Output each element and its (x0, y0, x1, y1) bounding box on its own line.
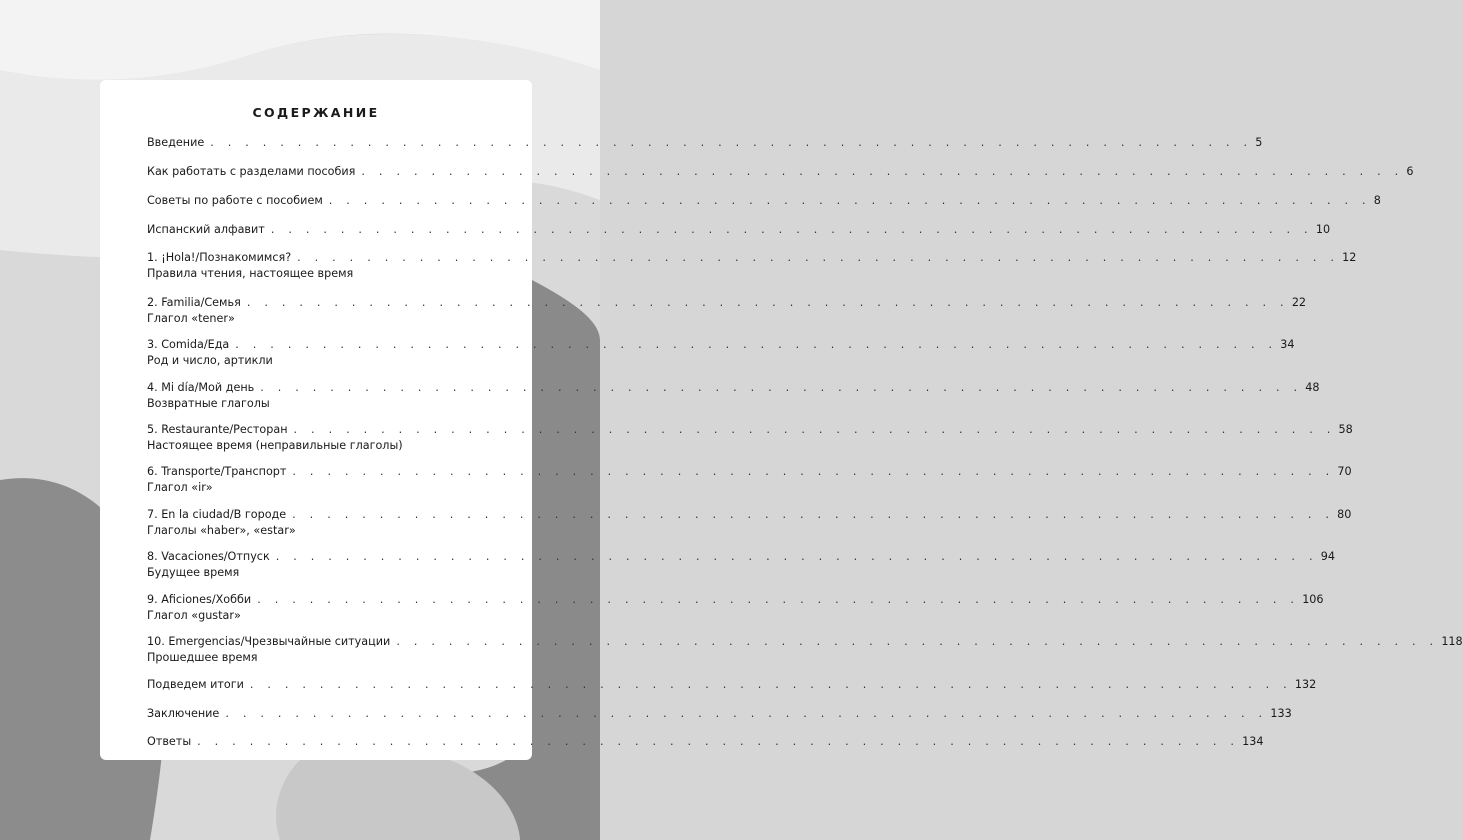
toc-page-number: 22 (1291, 296, 1307, 309)
toc-page-number: 118 (1441, 635, 1463, 648)
toc-entry-title: Испанский алфавит (147, 223, 265, 236)
toc-entry-subtitle: Настоящее время (неправильные глаголы) (147, 439, 403, 452)
toc-card (100, 80, 1463, 760)
toc-entry-line (147, 507, 1352, 523)
toc-entry-title: Заключение (147, 707, 220, 720)
toc-entry-line (147, 193, 1381, 209)
toc-page-number: 58 (1338, 423, 1353, 436)
toc-page-number: 80 (1337, 508, 1352, 521)
toc-page-number: 5 (1255, 136, 1263, 149)
toc-entry[interactable] (147, 193, 1381, 209)
toc-entry[interactable] (147, 592, 1324, 624)
toc-entry-line (147, 549, 1335, 565)
toc-entry-line (147, 222, 1331, 238)
toc-entry-line (147, 634, 1463, 650)
toc-entry-line (147, 422, 1353, 438)
toc-entry[interactable] (147, 549, 1335, 581)
toc-page-number: 134 (1242, 735, 1264, 748)
dot-leader: . . . . . . . . . . . . . . . . . . . . . . . . . . . . . . . . . . . . . . . . . . . . . . . . . . . . . . . . . . . . (293, 423, 1336, 436)
toc-entry-title: 9. Aficiones/Хобби (147, 593, 252, 606)
toc-entry-title: 4. Mi día/Мой день (147, 381, 255, 394)
toc-entry-title: 6. Transporte/Транспорт (147, 465, 287, 478)
toc-entry-title: Введение (147, 136, 205, 149)
toc-entry-subtitle: Род и число, артикли (147, 354, 273, 367)
dot-leader: . . . . . . . . . . . . . . . . . . . . . . . . . . . . . . . . . . . . . . . . . . . . . . . . . . . . . . . . . . . . (328, 194, 1371, 207)
toc-entry[interactable] (147, 295, 1307, 327)
toc-entry-title: 2. Familia/Семья (147, 296, 241, 309)
toc-page-number: 12 (1342, 251, 1357, 264)
toc-entry-line (147, 677, 1317, 693)
toc-entry-line (147, 464, 1352, 480)
toc-entry[interactable] (147, 706, 1292, 722)
toc-entry-subtitle: Возвратные глаголы (147, 397, 270, 410)
toc-entry-subtitle: Глагол «gustar» (147, 609, 241, 622)
dot-leader: . . . . . . . . . . . . . . . . . . . . . . . . . . . . . . . . . . . . . . . . . . . . . . . . . . . . . . . . . . . . (275, 550, 1318, 563)
toc-entry[interactable] (147, 135, 1263, 151)
dot-leader: . . . . . . . . . . . . . . . . . . . . . . . . . . . . . . . . . . . . . . . . . . . . . . . . . . . . . . . . . . . . (235, 338, 1278, 351)
toc-entry-title: 7. En la ciudad/В городе (147, 508, 287, 521)
toc-page-number: 106 (1302, 593, 1324, 606)
toc-entry-subtitle: Прошедшее время (147, 651, 258, 664)
toc-entry-line (147, 592, 1324, 608)
toc-entry-title: 3. Comida/Еда (147, 338, 230, 351)
dot-leader: . . . . . . . . . . . . . . . . . . . . . . . . . . . . . . . . . . . . . . . . . . . . . . . . . . . . . . . . . . . . (197, 735, 1240, 748)
toc-entry-line (147, 706, 1292, 722)
toc-entry[interactable] (147, 677, 1317, 693)
toc-entry-subtitle: Будущее время (147, 566, 240, 579)
toc-page-number: 133 (1270, 707, 1292, 720)
toc-entry-line (147, 380, 1320, 396)
toc-entry-subtitle: Глагол «ir» (147, 481, 213, 494)
toc-entry-title: Советы по работе с пособием (147, 194, 323, 207)
toc-entry-subtitle: Правила чтения, настоящее время (147, 267, 354, 280)
toc-page-number: 94 (1320, 550, 1335, 563)
dot-leader: . . . . . . . . . . . . . . . . . . . . . . . . . . . . . . . . . . . . . . . . . . . . . . . . . . . . . . . . . . . . (260, 381, 1303, 394)
toc-entry-line (147, 337, 1295, 353)
toc-entry-line (147, 295, 1307, 311)
toc-page-number: 34 (1280, 338, 1295, 351)
toc-entry-line (147, 250, 1357, 266)
toc-entry-title: Подведем итоги (147, 678, 244, 691)
toc-page-number: 10 (1315, 223, 1331, 236)
toc-entry-title: Ответы (147, 735, 192, 748)
toc-entry[interactable] (147, 164, 1414, 180)
toc-entry[interactable] (147, 250, 1357, 282)
dot-leader: . . . . . . . . . . . . . . . . . . . . . . . . . . . . . . . . . . . . . . . . . . . . . . . . . . . . . . . . . . . . (246, 296, 1289, 309)
dot-leader: . . . . . . . . . . . . . . . . . . . . . . . . . . . . . . . . . . . . . . . . . . . . . . . . . . . . . . . . . . . . (249, 678, 1292, 691)
toc-entry[interactable] (147, 337, 1295, 369)
toc-page-number: 6 (1406, 165, 1414, 178)
toc-entry-line (147, 734, 1264, 750)
dot-leader: . . . . . . . . . . . . . . . . . . . . . . . . . . . . . . . . . . . . . . . . . . . . . . . . . . . . . . . . . . . . (270, 223, 1313, 236)
toc-entry-title: 10. Emergencias/Чрезвычайные ситуации (147, 635, 391, 648)
dot-leader: . . . . . . . . . . . . . . . . . . . . . . . . . . . . . . . . . . . . . . . . . . . . . . . . . . . . . . . . . . . . (257, 593, 1300, 606)
dot-leader: . . . . . . . . . . . . . . . . . . . . . . . . . . . . . . . . . . . . . . . . . . . . . . . . . . . . . . . . . . . . (297, 251, 1340, 264)
toc-heading: СОДЕРЖАНИЕ (252, 105, 380, 120)
toc-entry-title: 5. Restaurante/Ресторан (147, 423, 288, 436)
dot-leader: . . . . . . . . . . . . . . . . . . . . . . . . . . . . . . . . . . . . . . . . . . . . . . . . . . . . . . . . . . . . (292, 508, 1335, 521)
toc-entry-subtitle: Глаголы «haber», «estar» (147, 524, 296, 537)
toc-entry-title: 1. ¡Hola!/Познакомимся? (147, 251, 292, 264)
toc-entry[interactable] (147, 464, 1352, 496)
toc-page-number: 48 (1305, 381, 1320, 394)
toc-entry-line (147, 135, 1263, 151)
toc-entry-subtitle: Глагол «tener» (147, 312, 235, 325)
toc-entry[interactable] (147, 634, 1463, 666)
toc-entry[interactable] (147, 734, 1264, 750)
dot-leader: . . . . . . . . . . . . . . . . . . . . . . . . . . . . . . . . . . . . . . . . . . . . . . . . . . . . . . . . . . . . (361, 165, 1404, 178)
toc-entry[interactable] (147, 222, 1331, 238)
toc-page-number: 70 (1337, 465, 1352, 478)
dot-leader: . . . . . . . . . . . . . . . . . . . . . . . . . . . . . . . . . . . . . . . . . . . . . . . . . . . . . . . . . . . . (292, 465, 1335, 478)
dot-leader: . . . . . . . . . . . . . . . . . . . . . . . . . . . . . . . . . . . . . . . . . . . . . . . . . . . . . . . . . . . . (225, 707, 1268, 720)
toc-page-number: 132 (1294, 678, 1317, 691)
toc-entry[interactable] (147, 380, 1320, 412)
toc-entry-title: 8. Vacaciones/Отпуск (147, 550, 270, 563)
toc-entry-line (147, 164, 1414, 180)
toc-page-number: 8 (1373, 194, 1381, 207)
toc-entry[interactable] (147, 507, 1352, 539)
dot-leader: . . . . . . . . . . . . . . . . . . . . . . . . . . . . . . . . . . . . . . . . . . . . . . . . . . . . . . . . . . . . (396, 635, 1439, 648)
toc-entry[interactable] (147, 422, 1353, 454)
dot-leader: . . . . . . . . . . . . . . . . . . . . . . . . . . . . . . . . . . . . . . . . . . . . . . . . . . . . . . . . . . . . (210, 136, 1253, 149)
toc-entry-title: Как работать с разделами пособия (147, 165, 356, 178)
